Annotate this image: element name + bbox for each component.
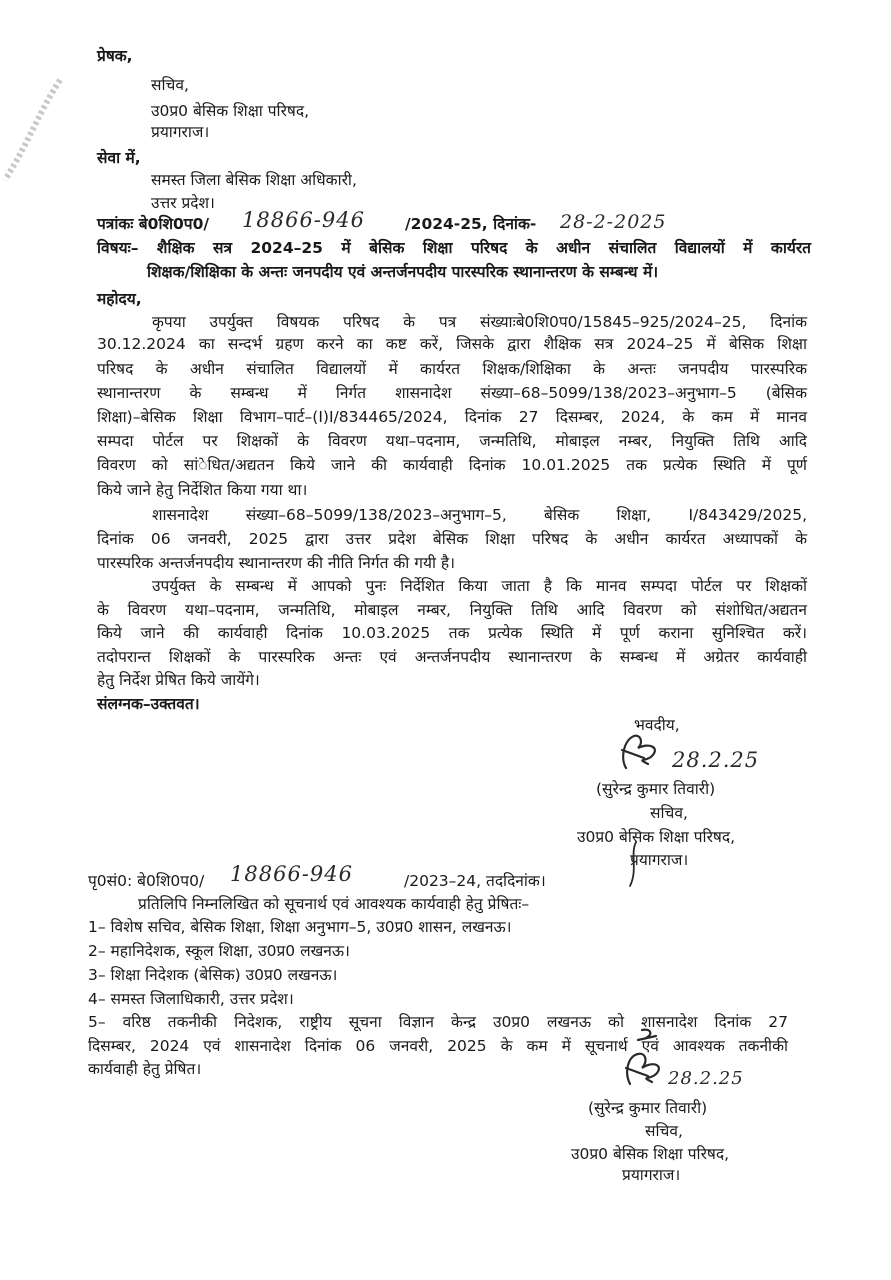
signatory-city: प्रयागराज। (630, 851, 689, 869)
signatory-city: प्रयागराज। (622, 1166, 681, 1184)
paragraph-line: सम्पदा पोर्टल पर शिक्षकों के विवरण यथा–पदनाम, जन्मतिथि, मोबाइल नम्बर, नियुक्ति तिथि आदि (97, 432, 807, 450)
paragraph-line: 30.12.2024 का सन्दर्भ ग्रहण करने का कष्ट करें, जिसके द्वारा शैक्षिक सत्र 2024–25 में बेसिक शिक्षा (97, 335, 807, 353)
sender-line: प्रयागराज। (151, 123, 210, 141)
paragraph-line: तदोपरान्त शिक्षकों के पारस्परिक अन्तः एवं अन्तर्जनपदीय स्थानान्तरण के सम्बन्ध में अग्रेतर कार्यवाही (97, 648, 807, 666)
copy-list-item: 3– शिक्षा निदेशक (बेसिक) उ0प्र0 लखनऊ। (88, 966, 338, 984)
signature-1-stroke (624, 840, 644, 890)
copy-intro: प्रतिलिपि निम्नलिखित को सूचनार्थ एवं आवश्यक कार्यवाही हेतु प्रेषितः– (138, 895, 530, 913)
copy-list-item: 2– महानिदेशक, स्कूल शिक्षा, उ0प्र0 लखनऊ। (88, 942, 350, 960)
signatory-office: उ0प्र0 बेसिक शिक्षा परिषद, (577, 828, 736, 846)
signatory-office: उ0प्र0 बेसिक शिक्षा परिषद, (571, 1145, 730, 1163)
signatory-name: (सुरेन्द्र कुमार तिवारी) (588, 1099, 708, 1117)
to-label: सेवा में, (97, 149, 141, 167)
closing: भवदीय, (634, 716, 680, 734)
paragraph-line: परिषद के अधीन संचालित विद्यालयों में कार्यरत शिक्षक/शिक्षिका के अन्तः जनपदीय पारस्परिक (97, 360, 807, 378)
signatory-designation: सचिव, (645, 1122, 683, 1140)
paragraph-line: कृपया उपर्युक्त विषयक परिषद के पत्र संख्याःबे0शि0प0/15845–925/2024–25, दिनांक (152, 313, 807, 331)
paragraph-line: शिक्षा)–बेसिक शिक्षा विभाग–पार्ट–(I)I/834465/2024, दिनांक 27 दिसम्बर, 2024, के कम में मानव (97, 408, 807, 426)
paragraph-line: के विवरण यथा–पदनाम, जन्मतिथि, मोबाइल नम्बर, नियुक्ति तिथि आदि विवरण को संशोधित/अद्यतन (97, 601, 807, 619)
paragraph-line: हेतु निर्देश प्रेषित किये जायेंगे। (97, 671, 260, 689)
letter-ref-prefix: पत्रांकः बे0शि0प0/ (97, 215, 210, 233)
paragraph-line: उपर्युक्त के सम्बन्ध में आपको पुनः निर्देशित किया जाता है कि मानव सम्पदा पोर्टल पर शिक्षकों (152, 577, 807, 595)
subject-line: शिक्षक/शिक्षिका के अन्तः जनपदीय एवं अन्तर्जनपदीय पारस्परिक स्थानान्तरण के सम्बन्ध में। (147, 263, 659, 281)
paragraph-line: पारस्परिक अन्तर्जनपदीय स्थानान्तरण की नीति निर्गत की गयी है। (97, 554, 455, 572)
copy-list-item: 1– विशेष सचिव, बेसिक शिक्षा, शिक्षा अनुभाग–5, उ0प्र0 शासन, लखनऊ। (88, 918, 512, 936)
sender-line: सचिव, (151, 76, 189, 94)
paragraph-line: किये जाने की कार्यवाही दिनांक 10.03.2025 तक प्रत्येक स्थिति में पूर्ण कराना सुनिश्चित करें। (97, 624, 807, 642)
letter-ref-number-handwritten: 18866-946 (242, 208, 365, 232)
copy-list-item: कार्यवाही हेतु प्रेषित। (88, 1060, 202, 1078)
subject-line: विषयः– शैक्षिक सत्र 2024–25 में बेसिक शिक्षा परिषद के अधीन संचालित विद्यालयों में कार्यरत (97, 239, 811, 257)
copy-ref-suffix: /2023–24, तददिनांक। (404, 872, 546, 890)
letter-ref-year-date: /2024-25, दिनांक- (405, 215, 537, 233)
signatory-designation: सचिव, (650, 804, 688, 822)
enclosure: संलग्नक–उक्तवत। (97, 695, 200, 713)
sender-label: प्रेषक, (97, 47, 133, 65)
paragraph-line: विवरण को सांेधित/अद्यतन किये जाने की कार्यवाही दिनांक 10.01.2025 तक प्रत्येक स्थिति में पूर्ण (97, 456, 807, 474)
letter-ref-date-handwritten: 28-2-2025 (560, 211, 667, 233)
signatory-name: (सुरेन्द्र कुमार तिवारी) (596, 780, 716, 798)
signature-1-date-handwritten: 28.2.25 (672, 748, 760, 772)
copy-list-item: 4– समस्त जिलाधिकारी, उत्तर प्रदेश। (88, 990, 294, 1008)
to-line: उत्तर प्रदेश। (151, 194, 215, 212)
copy-list-item: दिसम्बर, 2024 एवं शासनादेश दिनांक 06 जनवरी, 2025 के कम में सूचनार्थ एवं आवश्यक तकनीकी (88, 1037, 788, 1055)
copy-ref-number-handwritten: 18866-946 (230, 862, 353, 886)
paragraph-line: किये जाने हेतु निर्देशित किया गया था। (97, 481, 308, 499)
to-line: समस्त जिला बेसिक शिक्षा अधिकारी, (151, 171, 357, 189)
signature-1 (614, 728, 674, 776)
sender-line: उ0प्र0 बेसिक शिक्षा परिषद, (151, 102, 310, 120)
copy-ref-prefix: पृ0सं0: बे0शि0प0/ (88, 872, 205, 890)
torn-edge-decoration (0, 70, 70, 190)
copy-list-item: 5– वरिष्ठ तकनीकी निदेशक, राष्ट्रीय सूचना विज्ञान केन्द्र उ0प्र0 लखनऊ को शासनादेश दिनांक 27 (88, 1013, 788, 1031)
paragraph-line: शासनादेश संख्या–68–5099/138/2023–अनुभाग–5, बेसिक शिक्षा, I/843429/2025, (152, 506, 807, 524)
paragraph-line: दिनांक 06 जनवरी, 2025 द्वारा उत्तर प्रदेश बेसिक शिक्षा परिषद के अधीन कार्यरत अध्यापकों के (97, 530, 807, 548)
salutation: महोदय, (97, 290, 142, 308)
signature-2-date-handwritten: 28.2.25 (668, 1068, 744, 1089)
paragraph-line: स्थानान्तरण के सम्बन्ध में निर्गत शासनादेश संख्या–68–5099/138/2023–अनुभाग–5 (बेसिक (97, 384, 807, 402)
